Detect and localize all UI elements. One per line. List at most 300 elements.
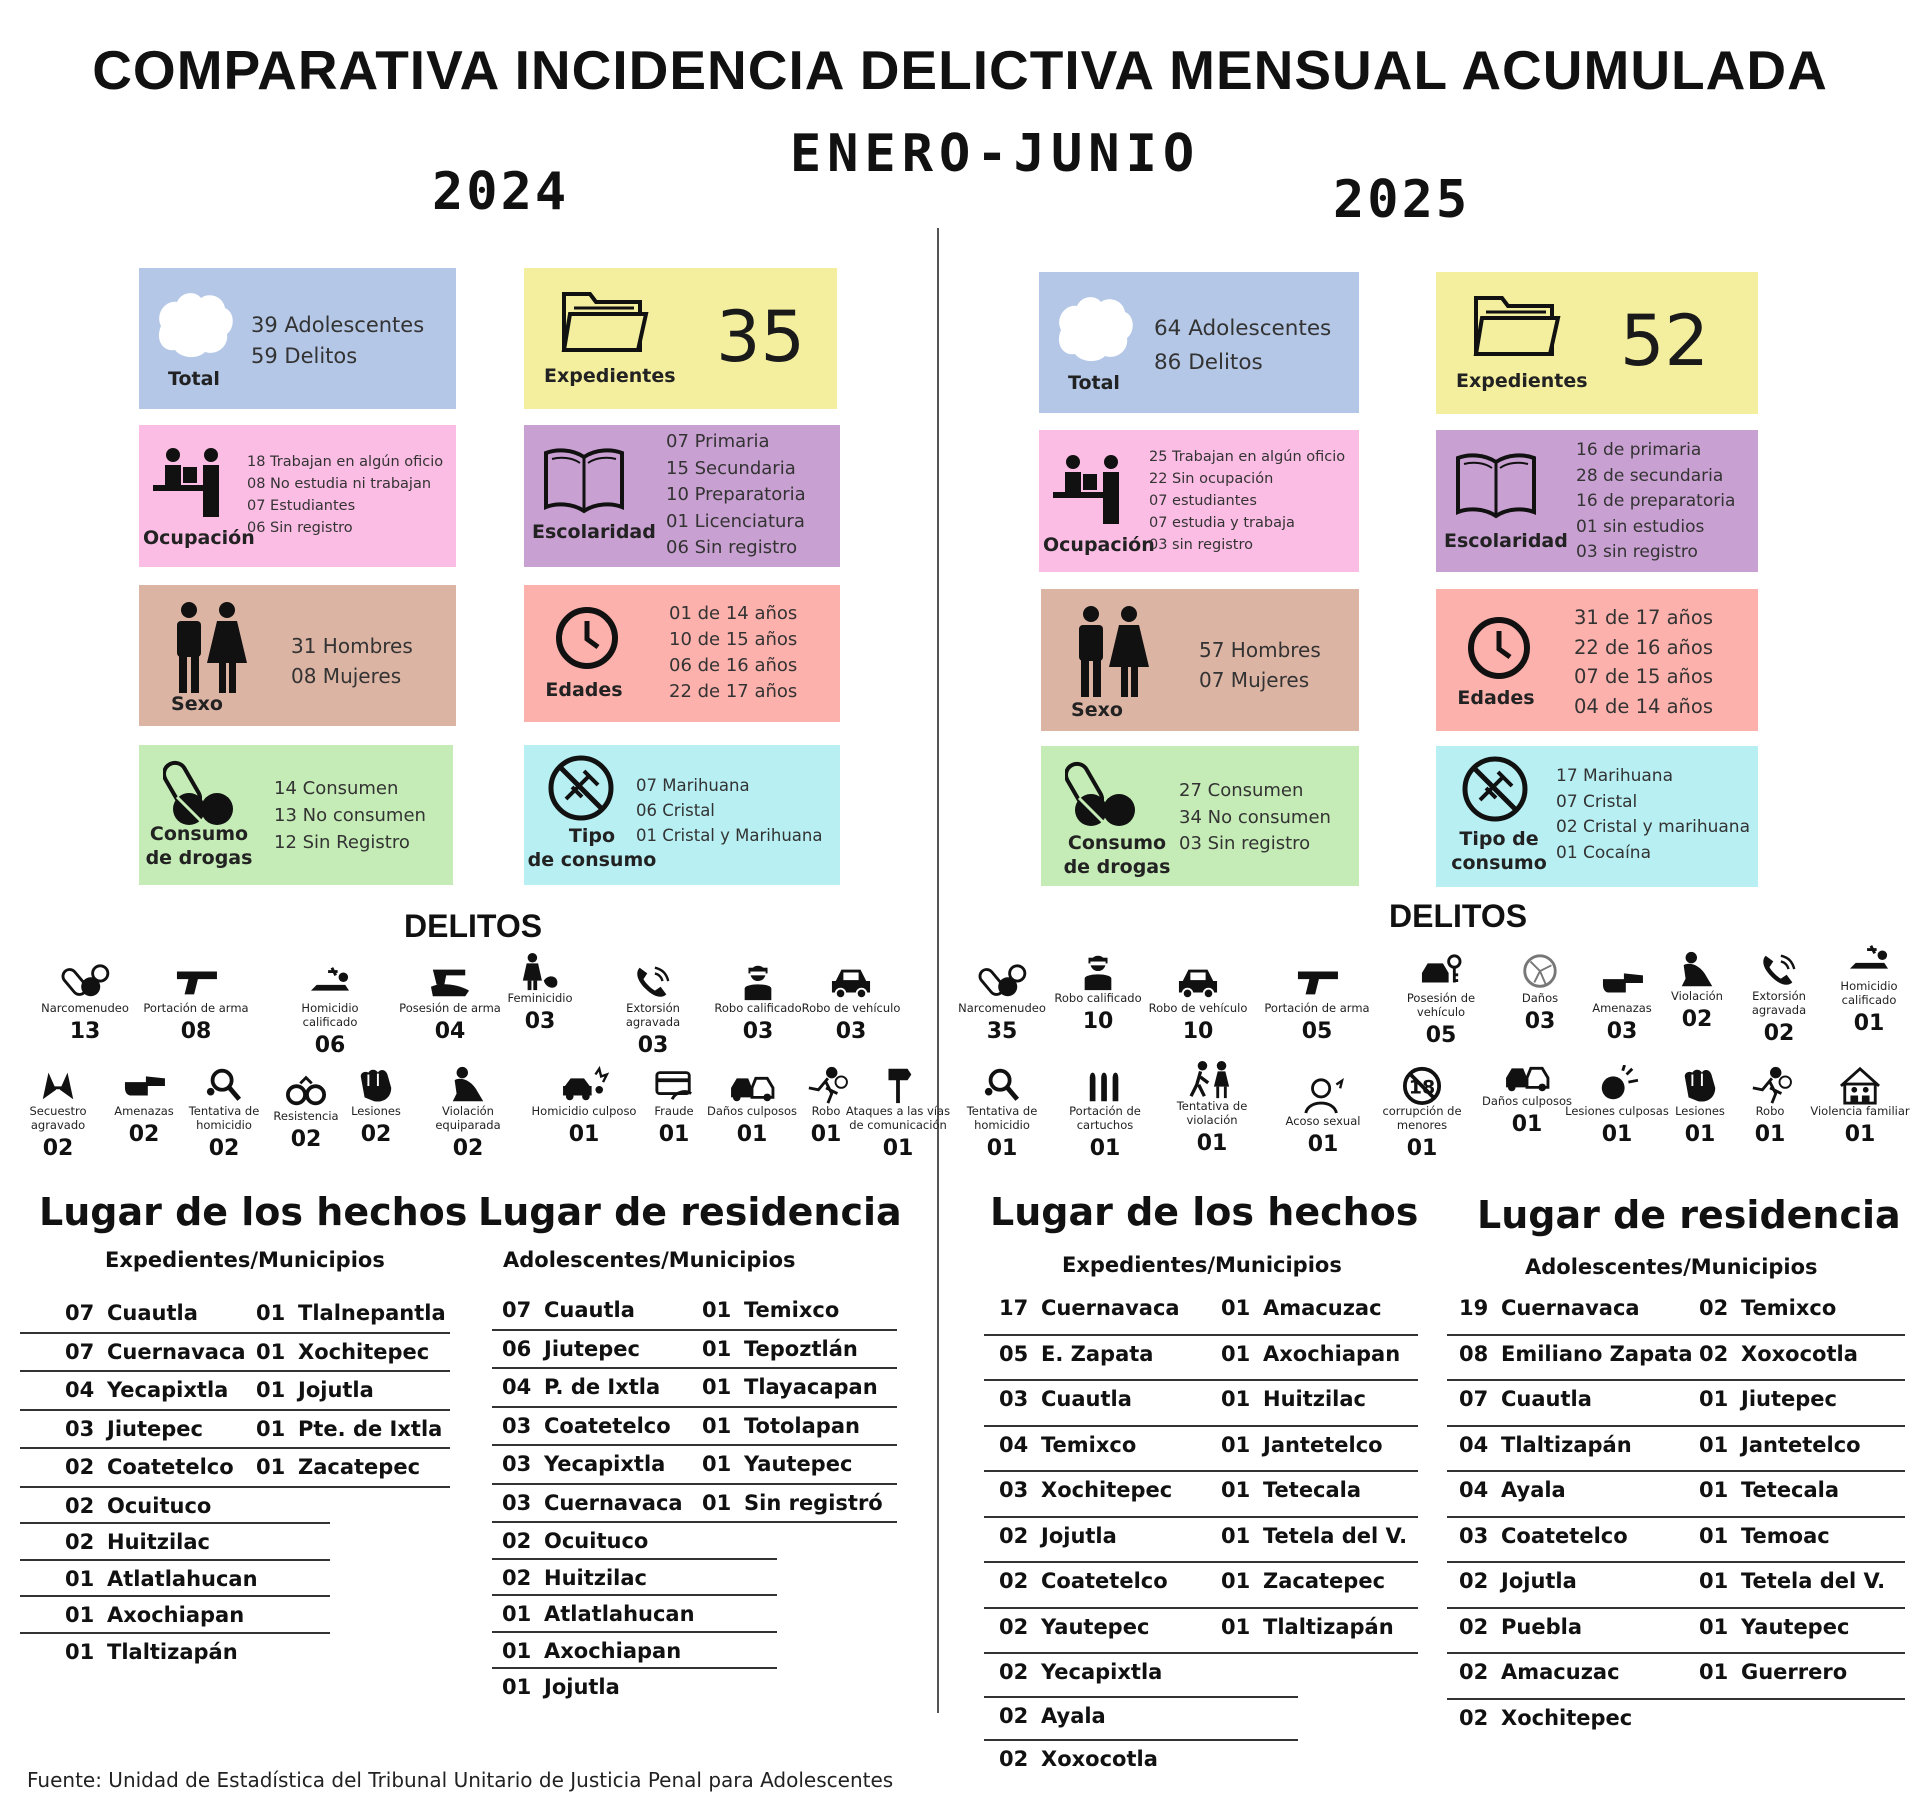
card-sexo-label: Sexo (171, 693, 223, 715)
folder-icon (560, 288, 650, 358)
crime-count: 02 (128, 1121, 160, 1147)
row-municipio: Axochiapan (544, 1638, 682, 1663)
running-thief-icon (1745, 1065, 1795, 1105)
delitos-heading-2025: DELITOS (1389, 898, 1528, 934)
row-count: 01 (702, 1336, 732, 1361)
row-count: 04 (1459, 1432, 1489, 1457)
source-note: Fuente: Unidad de Estadística del Tribunal Unitario de Justicia Penal para Adolescentes (27, 1768, 894, 1792)
crime-item (1814, 940, 1920, 1036)
row-municipio: Jiutepec (1741, 1387, 1837, 1411)
card-tipo-lines: 07 Marihuana 06 Cristal 01 Cristal y Marihuana (636, 776, 823, 845)
card-escolaridad-lines: 16 de primaria 28 de secundaria 16 de preparatoria 01 sin estudios 03 sin registro (1576, 440, 1736, 562)
body-icon (1844, 940, 1894, 980)
row-municipio: Cuernavaca (107, 1339, 246, 1364)
row-municipio: P. de Ixtla (544, 1375, 661, 1399)
row-municipio: Tetecala (1263, 1478, 1362, 1502)
row-count: 02 (502, 1565, 532, 1590)
table-row (492, 1408, 897, 1447)
row-municipio: Temixco (1741, 1296, 1837, 1320)
crime-item (1268, 1075, 1378, 1157)
card-sexo-2024 (139, 585, 456, 726)
row-municipio: Emiliano Zapata (1501, 1341, 1693, 1366)
row-count: 01 (65, 1566, 95, 1591)
table-row (20, 1372, 450, 1411)
row-count: 03 (65, 1416, 95, 1441)
crime-item (1386, 952, 1496, 1048)
crime-count: 01 (658, 1121, 690, 1147)
table-row (20, 1561, 450, 1598)
hand-gun-icon (425, 962, 475, 1002)
crime-count: 01 (568, 1121, 600, 1147)
card-total-2025 (1039, 272, 1359, 413)
table-row (492, 1331, 897, 1370)
row-municipio: Tetecala (1741, 1478, 1840, 1502)
lugar-hechos-sub-2024: Expedientes/Municipios (105, 1248, 385, 1272)
card-ocupacion-label: Ocupación (143, 527, 255, 549)
row-count: 01 (1699, 1614, 1729, 1639)
magnifier-icon (977, 1065, 1027, 1105)
row-municipio: Tlaltizapán (107, 1639, 238, 1664)
row-count: 01 (256, 1455, 286, 1479)
crime-item (947, 962, 1057, 1044)
row-municipio: Jantetelco (1741, 1432, 1861, 1457)
row-count: 01 (65, 1603, 95, 1627)
crime-name: Tentativa de violación (1176, 1099, 1248, 1127)
crime-name: Amenazas (114, 1104, 174, 1118)
row-municipio: Amacuzac (1263, 1296, 1382, 1320)
lugar-residencia-title-2024: Lugar de residencia (478, 1190, 902, 1234)
row-municipio: Coatetelco (107, 1455, 234, 1479)
crime-name: Posesión de vehículo (1406, 991, 1476, 1019)
crime-name: Violación (1671, 989, 1723, 1003)
row-count: 01 (1221, 1569, 1251, 1593)
pointing-hand-icon (1597, 962, 1647, 1002)
pills-icon (1065, 756, 1137, 832)
row-municipio: Tlayacapan (744, 1375, 878, 1399)
year-2024: 2024 (432, 162, 570, 222)
crime-name: Lesiones (351, 1104, 401, 1118)
row-municipio: Xochitepec (1041, 1478, 1173, 1502)
row-count: 01 (502, 1638, 532, 1663)
delitos-heading-2024: DELITOS (404, 908, 543, 944)
table-row (984, 1698, 1418, 1742)
car-crash-icon (1502, 1055, 1552, 1095)
crime-name: Violencia familiar (1810, 1104, 1910, 1118)
crime-name: Ataques a las vías de comunicación (845, 1104, 951, 1132)
crime-item (1143, 962, 1253, 1044)
crime-count: 02 (452, 1135, 484, 1161)
pills-icon (163, 755, 235, 831)
row-municipio: E. Zapata (1041, 1341, 1154, 1366)
crouching-person-icon (443, 1065, 493, 1105)
card-escolaridad-2024 (524, 425, 840, 567)
card-ocupacion-2024 (139, 425, 456, 567)
row-municipio: Totolapan (744, 1413, 860, 1438)
card-ocupacion-lines: 25 Trabajan en algún oficio 22 Sin ocupación 07 estudiantes 07 estudia y trabaja 03 sin registro (1149, 449, 1346, 553)
row-count: 01 (256, 1301, 286, 1325)
crime-name: Extorsión agravada (625, 1001, 681, 1029)
crime-count: 08 (180, 1018, 212, 1044)
card-sexo-label: Sexo (1071, 699, 1123, 721)
crime-name: Tentativa de homicidio (188, 1104, 260, 1132)
car-key-icon (1416, 952, 1466, 992)
crime-count: 02 (42, 1135, 74, 1161)
table-row (984, 1336, 1418, 1382)
row-count: 01 (1221, 1341, 1251, 1366)
table-row (1447, 1290, 1905, 1336)
row-municipio: Xochitepec (298, 1339, 430, 1364)
crime-item (141, 962, 251, 1044)
page-title: COMPARATIVA INCIDENCIA DELICTIVA MENSUAL ACUMULADA (92, 39, 1828, 101)
morelos-map-icon (1051, 290, 1137, 366)
row-count: 07 (502, 1298, 532, 1322)
row-municipio: Yautepec (1741, 1614, 1850, 1639)
crime-name: Daños culposos (706, 1104, 798, 1118)
crash-icon (559, 1065, 609, 1105)
row-count: 02 (999, 1523, 1029, 1548)
row-municipio: Jantetelco (1263, 1432, 1383, 1457)
row-municipio: Pte. de Ixtla (298, 1416, 443, 1441)
card-total-lines: 64 Adolescentes 86 Delitos (1154, 316, 1332, 375)
row-count: 08 (1459, 1341, 1489, 1366)
row-municipio: Jojutla (1041, 1523, 1117, 1548)
row-municipio: Cuernavaca (544, 1490, 683, 1515)
crime-name: Narcomenudeo (958, 1001, 1046, 1015)
table-hechos-2025 (984, 1290, 1418, 1785)
tied-hands-icon (33, 1065, 83, 1105)
expedientes-count: 52 (1620, 300, 1710, 382)
expedientes-count: 35 (716, 296, 806, 378)
table-row (984, 1381, 1418, 1427)
crime-name: Robo de vehículo (801, 1001, 901, 1015)
year-2025: 2025 (1333, 170, 1471, 230)
crime-name: Portación de cartuchos (1069, 1104, 1141, 1132)
row-municipio: Cuautla (1041, 1387, 1132, 1411)
worker-desk-icon (153, 445, 229, 521)
crime-name: Resistencia (273, 1109, 339, 1123)
row-municipio: Ayala (1041, 1703, 1106, 1728)
row-municipio: Xochitepec (1501, 1705, 1633, 1730)
crime-count: 04 (434, 1018, 466, 1044)
table-row (20, 1411, 450, 1450)
crime-item (30, 962, 140, 1044)
crime-name: Portación de arma (1264, 1001, 1370, 1015)
row-municipio: Tlaltizapán (1501, 1432, 1632, 1457)
crime-name: Narcomenudeo (41, 1001, 129, 1015)
row-count: 04 (65, 1378, 95, 1402)
row-count: 01 (702, 1490, 732, 1515)
table-row (20, 1524, 450, 1561)
row-municipio: Jiutepec (544, 1336, 640, 1361)
card-escolaridad-2025 (1436, 430, 1758, 572)
row-count: 04 (502, 1375, 532, 1399)
crime-count: 02 (1763, 1020, 1795, 1046)
row-count: 01 (1699, 1523, 1729, 1548)
crime-item (485, 952, 595, 1034)
row-count: 02 (1459, 1705, 1489, 1730)
table-row (20, 1334, 450, 1373)
woman-victim-icon (515, 952, 565, 992)
card-expedientes-label: Expedientes (544, 365, 676, 387)
row-count: 01 (256, 1378, 286, 1402)
row-count: 02 (1459, 1614, 1489, 1639)
card-edades-label: Edades (1457, 687, 1535, 709)
row-count: 02 (65, 1455, 95, 1479)
table-row (1447, 1381, 1905, 1427)
table-row (1447, 1336, 1905, 1382)
row-municipio: Cuautla (1501, 1387, 1592, 1411)
crime-name: Robo (811, 1104, 841, 1118)
row-count: 02 (65, 1493, 95, 1518)
row-count: 05 (999, 1341, 1029, 1366)
crime-name: Homicidio culposo (531, 1104, 637, 1118)
crime-count: 01 (1089, 1135, 1121, 1161)
lugar-residencia-sub-2024: Adolescentes/Municipios (503, 1248, 796, 1272)
crime-count: 03 (1606, 1018, 1638, 1044)
row-count: 01 (1699, 1660, 1729, 1684)
table-row (20, 1634, 450, 1671)
crime-count: 02 (208, 1135, 240, 1161)
row-count: 01 (1221, 1523, 1251, 1548)
crime-count: 13 (69, 1018, 101, 1044)
pursuit-icon (1187, 1060, 1237, 1100)
card-tipo-consumo-2025 (1436, 746, 1758, 887)
crime-item (275, 962, 385, 1058)
crime-count: 01 (1853, 1010, 1885, 1036)
row-count: 01 (702, 1298, 732, 1322)
row-count: 02 (1699, 1341, 1729, 1366)
crime-count: 01 (1601, 1121, 1633, 1147)
road-sign-icon (873, 1065, 923, 1105)
table-row (984, 1609, 1418, 1655)
row-municipio: Atlatlahucan (107, 1566, 258, 1591)
card-escolaridad-label: Escolaridad (1444, 530, 1568, 552)
row-count: 01 (256, 1416, 286, 1441)
car-crash-icon (727, 1065, 777, 1105)
row-municipio: Tlaltizapán (1263, 1614, 1394, 1639)
crime-name: Acoso sexual (1285, 1114, 1361, 1128)
row-count: 02 (65, 1530, 95, 1554)
row-count: 04 (1459, 1478, 1489, 1502)
row-count: 02 (999, 1747, 1029, 1771)
card-edades-2024 (524, 585, 840, 722)
table-row (1447, 1472, 1905, 1518)
phone-icon (628, 962, 678, 1002)
man-woman-icon (1071, 605, 1151, 701)
card-consumo-lines: 14 Consumen 13 No consumen 12 Sin Registro (274, 778, 426, 853)
pills-icon (60, 962, 110, 1002)
row-count: 01 (1221, 1614, 1251, 1639)
lugar-residencia-title-2025: Lugar de residencia (1477, 1193, 1901, 1237)
crime-name: Posesión de arma (399, 1001, 501, 1015)
row-municipio: Yautepec (744, 1452, 853, 1476)
crime-item (1043, 952, 1153, 1034)
impact-icon (1592, 1065, 1642, 1105)
row-municipio: Atlatlahucan (544, 1602, 695, 1626)
row-municipio: Temixco (1041, 1432, 1137, 1457)
table-residencia-2025 (1447, 1290, 1905, 1743)
card-tipo-label: Tipo de consumo (1451, 828, 1547, 874)
crime-name: Homicidio calificado (1840, 979, 1898, 1007)
row-municipio: Coatetelco (1501, 1523, 1628, 1548)
row-municipio: Ocuituco (107, 1493, 212, 1518)
crime-item (796, 962, 906, 1044)
card-ocupacion-2025 (1039, 430, 1359, 572)
lugar-residencia-sub-2025: Adolescentes/Municipios (1525, 1255, 1818, 1279)
row-municipio: Jojutla (544, 1675, 620, 1699)
table-row (1447, 1518, 1905, 1564)
crime-name: Robo calificado (1054, 991, 1142, 1005)
table-row (492, 1292, 897, 1331)
book-icon (1454, 452, 1538, 520)
row-count: 01 (1221, 1432, 1251, 1457)
crime-item (1367, 1065, 1477, 1161)
thief-icon (1073, 952, 1123, 992)
row-count: 06 (502, 1336, 532, 1361)
crime-name: Lesiones culposas (1565, 1104, 1669, 1118)
card-icon (649, 1065, 699, 1105)
row-count: 01 (1221, 1478, 1251, 1502)
crime-item (598, 962, 708, 1058)
crime-count: 05 (1425, 1022, 1457, 1048)
row-count: 01 (1699, 1569, 1729, 1593)
row-municipio: Jiutepec (107, 1416, 203, 1441)
card-edades-2025 (1436, 589, 1758, 731)
row-count: 01 (256, 1339, 286, 1364)
row-municipio: Tlalnepantla (298, 1301, 446, 1325)
row-municipio: Temoac (1741, 1523, 1830, 1548)
row-municipio: Yecapixtla (1041, 1660, 1163, 1684)
card-edades-label: Edades (545, 679, 623, 701)
table-hechos-2024 (20, 1295, 450, 1670)
crime-count: 03 (835, 1018, 867, 1044)
table-row (20, 1597, 450, 1634)
crime-count: 03 (524, 1008, 556, 1034)
table-row (984, 1427, 1418, 1473)
table-row (492, 1523, 897, 1560)
crime-count: 01 (810, 1121, 842, 1147)
table-row (984, 1290, 1418, 1336)
morelos-map-icon (151, 286, 237, 362)
crime-count: 01 (1196, 1130, 1228, 1156)
card-consumo-label: Consumo de drogas (145, 823, 253, 869)
row-count: 03 (502, 1413, 532, 1438)
row-count: 17 (999, 1296, 1029, 1320)
row-count: 02 (999, 1614, 1029, 1639)
row-count: 01 (502, 1675, 532, 1699)
crouching-person-icon (1672, 950, 1722, 990)
row-count: 03 (502, 1452, 532, 1476)
table-row (492, 1485, 897, 1524)
row-municipio: Jojutla (1501, 1569, 1577, 1593)
table-row (492, 1633, 897, 1670)
crime-name: Daños (1521, 991, 1559, 1005)
table-row (492, 1446, 897, 1485)
row-municipio: Guerrero (1741, 1660, 1848, 1684)
card-expedientes-2024 (524, 268, 837, 409)
car-icon (826, 962, 876, 1002)
card-consumo-lines: 27 Consumen 34 No consumen 03 Sin registro (1179, 780, 1331, 854)
row-municipio: Amacuzac (1501, 1660, 1620, 1684)
crime-count: 03 (637, 1032, 669, 1058)
table-row (492, 1669, 897, 1706)
row-count: 01 (702, 1413, 732, 1438)
clock-icon (554, 605, 620, 671)
row-municipio: Yecapixtla (107, 1378, 229, 1402)
row-count: 03 (999, 1478, 1029, 1502)
row-municipio: Ayala (1501, 1478, 1566, 1502)
row-municipio: Sin registró (744, 1490, 883, 1515)
row-count: 02 (999, 1660, 1029, 1684)
lugar-hechos-title-2024: Lugar de los hechos (39, 1190, 468, 1234)
card-sexo-lines: 57 Hombres 07 Mujeres (1199, 638, 1321, 692)
lugar-hechos-title-2025: Lugar de los hechos (990, 1190, 1419, 1234)
harassment-icon (1298, 1075, 1348, 1115)
row-municipio: Huitzilac (544, 1565, 648, 1590)
card-total-label: Total (1068, 372, 1120, 394)
row-count: 03 (502, 1490, 532, 1515)
pills-icon (977, 962, 1027, 1002)
table-row (492, 1596, 897, 1633)
card-escolaridad-lines: 07 Primaria 15 Secundaria 10 Preparatoria 01 Licenciatura 06 Sin registro (666, 431, 806, 558)
row-count: 03 (1459, 1523, 1489, 1548)
body-icon (305, 962, 355, 1002)
table-row (492, 1369, 897, 1408)
crime-name: Violación equiparada (435, 1104, 501, 1132)
card-consumo-2024 (139, 745, 453, 885)
house-family-icon (1835, 1065, 1885, 1105)
book-icon (542, 447, 626, 515)
row-municipio: Jojutla (298, 1378, 374, 1402)
crime-count: 02 (290, 1126, 322, 1152)
crime-count: 03 (742, 1018, 774, 1044)
worker-desk-icon (1053, 452, 1129, 528)
row-municipio: Yecapixtla (544, 1452, 666, 1476)
row-count: 02 (999, 1569, 1029, 1593)
card-total-label: Total (168, 368, 220, 390)
table-row (20, 1488, 450, 1525)
row-municipio: Axochiapan (107, 1603, 245, 1627)
crime-item (413, 1065, 523, 1161)
table-row (984, 1741, 1418, 1785)
thief-icon (733, 962, 783, 1002)
crime-count: 05 (1301, 1018, 1333, 1044)
row-municipio: Axochiapan (1263, 1341, 1401, 1366)
table-row (1447, 1700, 1905, 1744)
crime-count: 01 (1684, 1121, 1716, 1147)
row-count: 02 (1459, 1660, 1489, 1684)
row-municipio: Tetela del V. (1263, 1523, 1408, 1548)
broken-glass-icon (1515, 952, 1565, 992)
svg-text:18: 18 (1408, 1076, 1436, 1099)
pointing-hand-icon (119, 1065, 169, 1105)
crime-item (1157, 1060, 1267, 1156)
card-total-lines: 39 Adolescentes 59 Delitos (251, 313, 425, 368)
crime-item (1050, 1065, 1160, 1161)
table-row (1447, 1427, 1905, 1473)
card-tipo-lines: 17 Marihuana 07 Cristal 02 Cristal y marihuana 01 Cocaína (1556, 766, 1750, 863)
crime-name: Amenazas (1592, 1001, 1652, 1015)
card-consumo-2025 (1041, 746, 1359, 886)
card-sexo-lines: 31 Hombres 08 Mujeres (291, 634, 413, 688)
row-municipio: Temixco (744, 1298, 840, 1322)
row-count: 01 (1221, 1387, 1251, 1411)
table-row (984, 1472, 1418, 1518)
row-count: 02 (1459, 1569, 1489, 1593)
crime-count: 01 (882, 1135, 914, 1161)
row-count: 01 (1699, 1478, 1729, 1502)
crime-name: Secuestro agravado (29, 1104, 87, 1132)
